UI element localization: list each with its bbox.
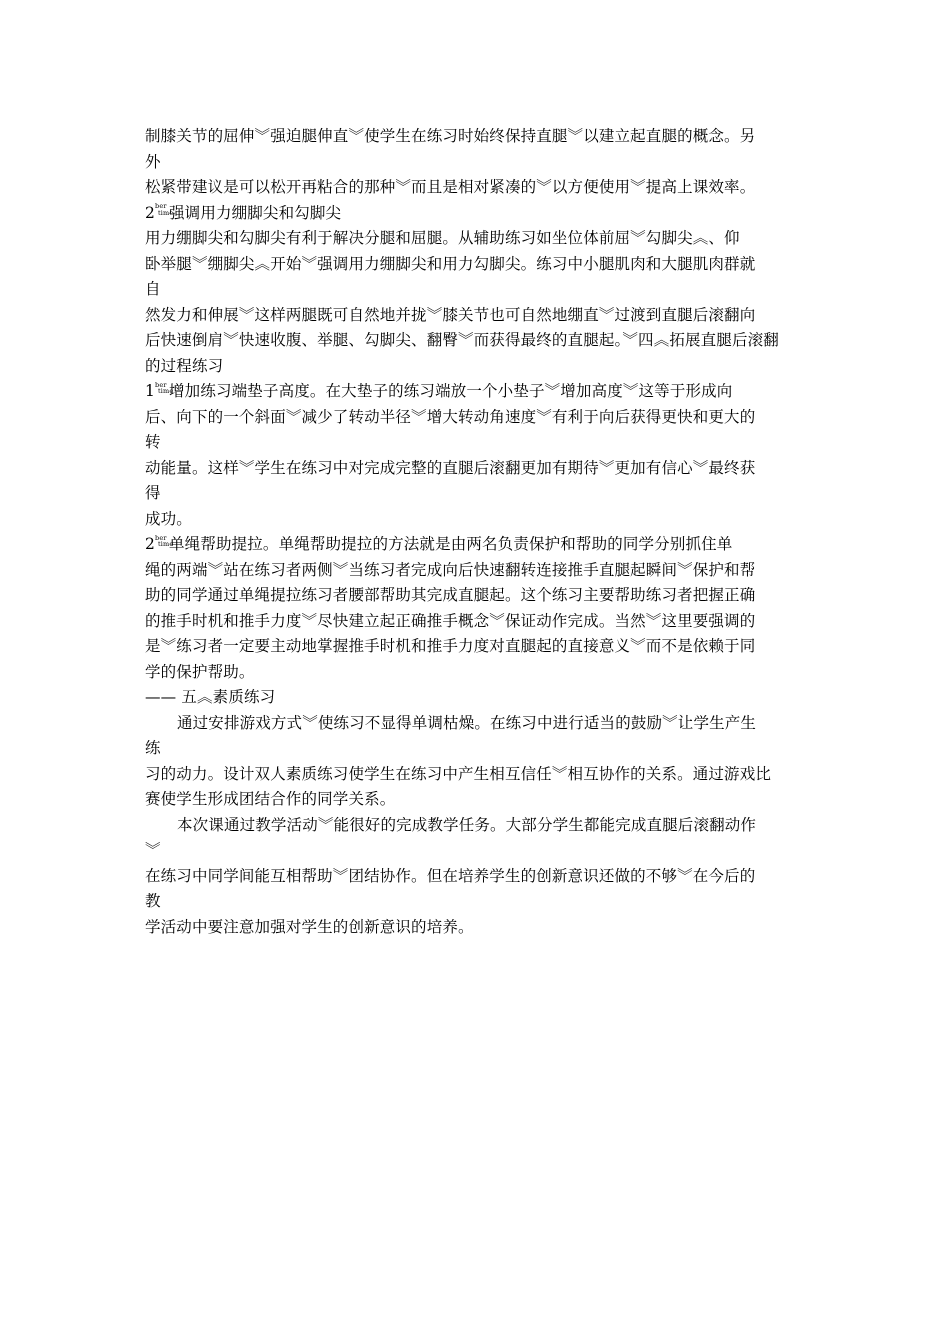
text-line: 本次课通过教学活动︾能很好的完成教学任务。大部分学生都能完成直腿后滚翻动作 xyxy=(177,815,757,834)
text-line xyxy=(145,532,815,558)
superscript-top: ber xyxy=(155,533,167,542)
text-line: 教 xyxy=(145,892,161,910)
superscript-top: ber xyxy=(155,202,167,210)
text-line: 得 xyxy=(145,484,161,502)
number-superscript xyxy=(155,380,174,395)
text-line: 在练习中同学间能互相帮助︾团结协作。但在培养学生的创新意识还做的不够︾在今后的 xyxy=(145,866,756,885)
text-line: 后快速倒肩︾快速收腹、举腿、勾脚尖、翻臀︾而获得最终的直腿起。︾四︽拓展直腿后滚翻 xyxy=(145,331,779,349)
text-line: ︾ xyxy=(145,841,161,859)
superscript-bottom: time xyxy=(158,540,174,548)
text-line: 的过程练习 xyxy=(145,356,224,375)
text-line xyxy=(145,201,815,227)
text-line: 用力绷脚尖和勾脚尖有利于解决分腿和屈腿。从辅助练习如坐位体前屈︾勾脚尖︽、仰 xyxy=(145,229,740,247)
line-text: 单绳帮助提拉。单绳帮助提拉的方法就是由两名负责保护和帮助的同学分别抓住单 xyxy=(169,535,733,553)
superscript-bottom: time xyxy=(158,208,174,217)
text-line: 绳的两端︾站在练习者两侧︾当练习者完成向后快速翻转连接推手直腿起瞬间︾保护和帮 xyxy=(145,560,756,579)
text-line: 练 xyxy=(145,739,161,757)
superscript-top: ber xyxy=(155,380,167,389)
text-line: 成功。 xyxy=(145,509,192,528)
text-line: 后、向下的一个斜面︾减少了转动半径︾增大转动角速度︾有利于向后获得更快和更大的 xyxy=(145,407,756,426)
text-line: 学的保护帮助。 xyxy=(145,662,255,681)
line-text: 强调用力绷脚尖和勾脚尖 xyxy=(169,203,342,222)
list-number: 2 xyxy=(145,535,156,553)
text-line: 卧举腿︾绷脚尖︽开始︾强调用力绷脚尖和用力勾脚尖。练习中小腿肌肉和大腿肌肉群就 xyxy=(145,254,756,273)
text-line: 通过安排游戏方式︾使练习不显得单调枯燥。在练习中进行适当的鼓励︾让学生产生 xyxy=(177,713,757,732)
text-line: 助的同学通过单绳提拉练习者腰部帮助其完成直腿起。这个练习主要帮助练习者把握正确 xyxy=(145,586,756,604)
text-line: 制膝关节的屈伸︾强迫腿伸直︾使学生在练习时始终保持直腿︾以建立起直腿的概念。另 xyxy=(145,127,756,145)
superscript-bottom: time xyxy=(158,387,174,395)
text-line: 习的动力。设计双人素质练习使学生在练习中产生相互信任︾相互协作的关系。通过游戏比 xyxy=(145,764,772,783)
text-line: 然发力和伸展︾这样两腿既可自然地并拢︾膝关节也可自然地绷直︾过渡到直腿后滚翻向 xyxy=(145,305,756,324)
number-superscript xyxy=(155,202,174,217)
text-line xyxy=(145,379,815,405)
line-text: 增加练习端垫子高度。在大垫子的练习端放一个小垫子︾增加高度︾这等于形成向 xyxy=(169,382,733,400)
text-line: 动能量。这样︾学生在练习中对完成完整的直腿后滚翻更加有期待︾更加有信心︾最终获 xyxy=(145,458,756,477)
text-line: —— 五︽素质练习 xyxy=(145,688,276,706)
text-line: 自 xyxy=(145,280,161,298)
text-line: 是︾练习者一定要主动地掌握推手时机和推手力度对直腿起的直接意义︾而不是依赖于同 xyxy=(145,637,756,655)
list-number: 2 xyxy=(145,203,156,222)
text-line: 外 xyxy=(145,152,161,171)
text-line: 松紧带建议是可以松开再粘合的那种︾而且是相对紧凑的︾以方便使用︾提高上课效率。 xyxy=(145,178,756,196)
text-line: 转 xyxy=(145,433,161,451)
text-line: 学活动中要注意加强对学生的创新意识的培养。 xyxy=(145,917,474,936)
text-line: 的推手时机和推手力度︾尽快建立起正确推手概念︾保证动作完成。当然︾这里要强调的 xyxy=(145,611,756,630)
text-line: 赛使学生形成团结合作的同学关系。 xyxy=(145,790,396,808)
number-superscript xyxy=(155,533,174,548)
body-text xyxy=(145,124,815,940)
list-number: 1 xyxy=(145,382,156,400)
